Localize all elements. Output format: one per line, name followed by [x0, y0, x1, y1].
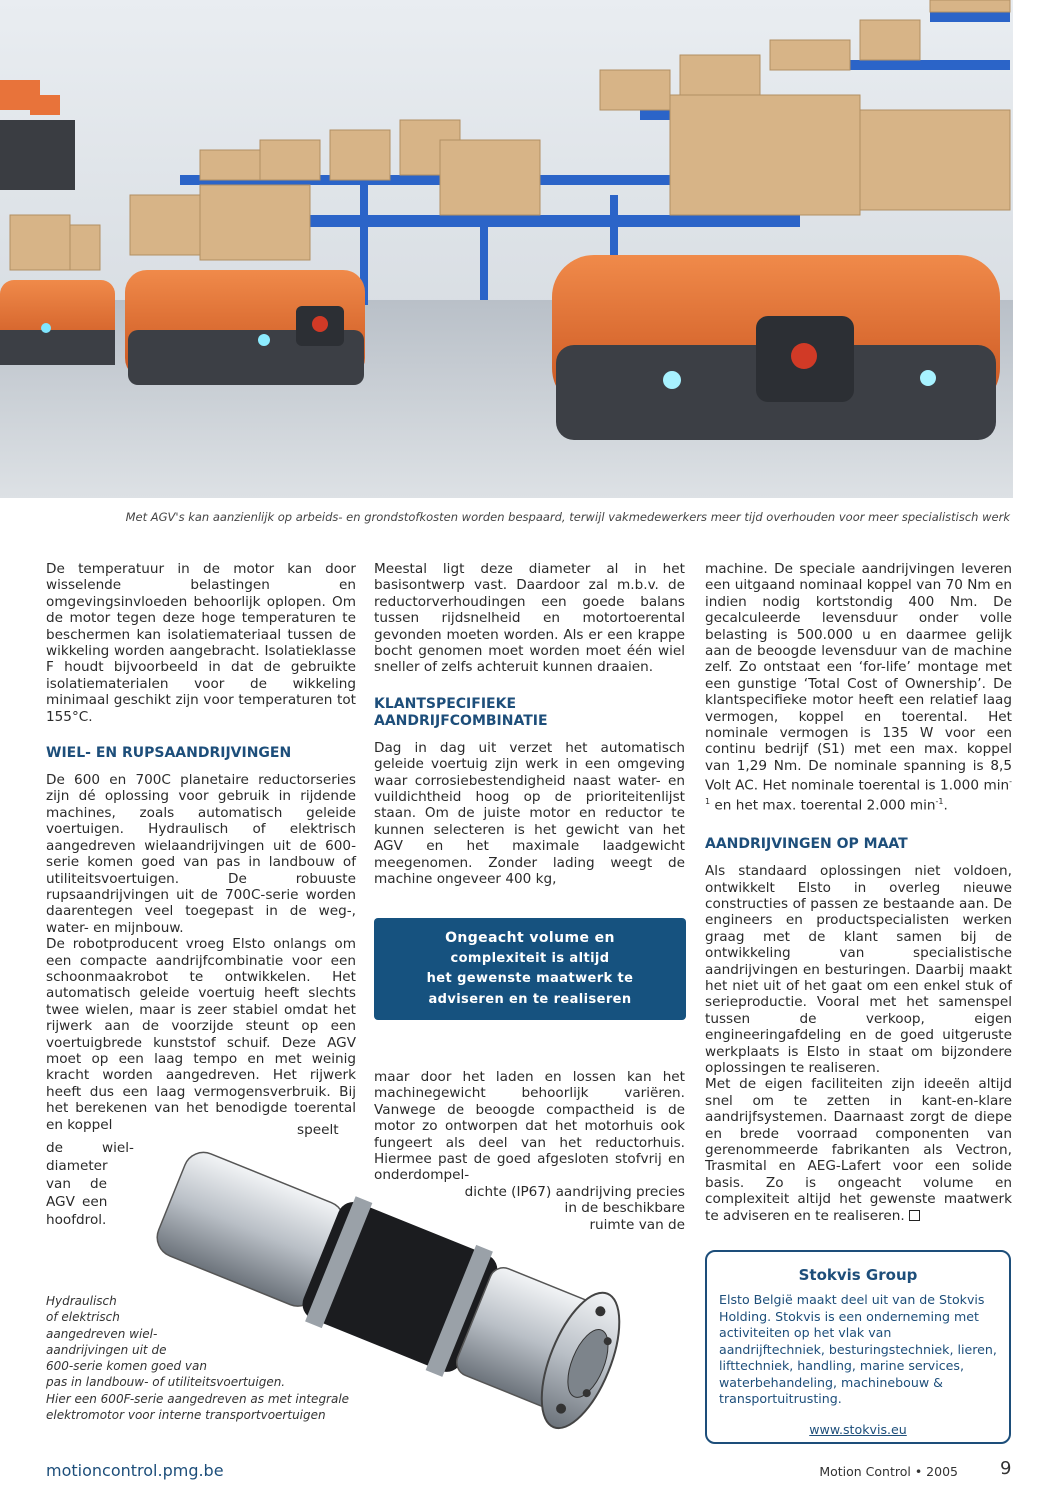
wrap-word: wiel-: [102, 1140, 134, 1156]
paragraph-tail: in de beschikbare: [564, 1200, 685, 1217]
column-3: [705, 561, 1012, 1224]
paragraph: De robotproducent vroeg Elsto onlangs om een compacte aandrijfcombinatie voor een schoonmaakrobot te ontwikkelen. Het automatisch geleide voertuig heeft slechts twee wielen, maar is zeer stabiel omdat het rijwerk aan de voorzijde steunt op een voertuigbrede kunststof schuif. Deze AGV moet op een laag tempo en met weinig kracht worden aangedreven. Het rijwerk heeft dus een laag vermogensverbruik. Bij het berekenen van het benodigde toerental en koppel: [46, 936, 356, 1133]
engine-caption: [46, 1293, 376, 1423]
paragraph: maar door het laden en lossen kan het machinegewicht behoorlijk variëren. Vanwege de beoogde compactheid is de motor zo ontworpen dat het motorhuis ook fungeert als deel van het reductorhuis. Hiermee past de goed afgesloten stofvrij en onderdompel-: [374, 1069, 685, 1184]
page-number: 9: [1000, 1458, 1012, 1479]
section-heading: AANDRIJVINGEN OP MAAT: [705, 836, 908, 853]
paragraph: Als standaard oplossingen niet voldoen, ontwikkelt Elsto in overleg nieuwe constructies of passen ze bestaande aan. De engineers en productspecialisten werken graag met de klant samen bij de ontwikkeling van specialistische aandrijvingen en besturingen. Daarbij maakt het niet uit of het gaat om een enkel stuk of serieproductie. Vooral met het samenspel tussen de verkoop, eigen engineeringafdeling en de goed uitgeruste werkplaats is Elsto in staat om bijzondere oplossingen te realiseren.: [705, 863, 1012, 1077]
superscript: -1: [935, 797, 944, 807]
footer-website-link[interactable]: motioncontrol.pmg.be: [46, 1461, 224, 1480]
stokvis-link[interactable]: www.stokvis.eu: [809, 1421, 907, 1437]
wrap-word: van: [46, 1176, 71, 1192]
end-mark-icon: [909, 1210, 920, 1221]
paragraph-tail: ruimte van de: [589, 1216, 685, 1233]
paragraph: machine. De speciale aandrijvingen leveren een uitgaand nominaal koppel van 70 Nm en indien nodig kortstondig 400 Nm. De gecalculeerde levensduur onder volle belasting is 500.000 u en daarmee gelijk aan de beoogde levensduur van de machine zelf. Zo ontstaat een ‘for-life’ montage met een gunstige ‘Total Cost of Ownership’. De klantspecifieke motor heeft een relatief laag vermogen, koppel en toerental. Het nominale vermogen is 135 W voor een continu bedrijf (S1) met een max. koppel van 1,29 Nm. De nominale spanning is 8,5 Volt AC. Het nominale toerental is 1.000 $\min^{-1}$ en het max. toerental 2.000 $\min^{-1}$.: [705, 561, 1012, 814]
caption-line: of elektrisch: [46, 1310, 120, 1325]
paragraph: [705, 1076, 1012, 1224]
wrap-word: de: [46, 1140, 63, 1156]
wrap-word: AGV: [46, 1194, 75, 1210]
wrap-word: speelt: [297, 1122, 339, 1138]
caption-line: Hier een 600F-serie aangedreven as met integrale: [46, 1391, 350, 1406]
wrap-word: diameter: [46, 1158, 108, 1174]
paragraph: De temperatuur in de motor kan door wisselende belastingen en omgevingsinvloeden behoorlijk oplopen. Om de motor tegen deze hoge temperaturen te beschermen kan isolatiemateriaal tussen de wikkeling worden aangebracht. Isolatieklasse F houdt bijvoorbeeld in dat de gebruikte isolatiematerialen voor de wikkeling minimaal geschikt zijn voor temperaturen tot 155°C.: [46, 561, 356, 725]
wrap-word: hoofdrol.: [46, 1212, 107, 1228]
paragraph-tail: dichte (IP67) aandrijving precies: [464, 1183, 685, 1200]
text-run: machine. De speciale aandrijvingen leveren een uitgaand nominaal koppel van 70 Nm en indien nodig kortstondig 400 Nm. De gecalculeerde levensduur onder volle belasting is 500.000 u en daarmee gelijk aan de beoogde levensduur van de machine zelf. Zo ontstaat een ‘for-life’ montage met een gunstige ‘Total Cost of Ownership’. De klantspecifieke motor heeft een relatief laag vermogen, koppel en toerental. Het nominale vermogen is 135 W voor een continu bedrijf (S1) met een max. koppel van 1,29 Nm. De nominale spanning is 8,5 Volt AC. Het nominale toerental is 1.000 min: [705, 561, 1012, 794]
pull-quote: [374, 918, 686, 1020]
pull-quote-line: complexiteit is altijd: [450, 950, 610, 966]
caption-line: 600-serie komen goed van: [46, 1359, 207, 1374]
infobox-title: Stokvis Group: [798, 1266, 918, 1284]
caption-line: pas in landbouw- of utiliteitsvoertuigen.: [46, 1375, 286, 1390]
text-run: en het max. toerental 2.000 min: [710, 797, 936, 814]
caption-line: Hydraulisch: [46, 1294, 117, 1308]
photo-caption: Met AGV's kan aanzienlijk op arbeids- en grondstofkosten worden bespaard, terwijl vakmedewerkers meer tijd overhouden voor meer specialistisch werk: [125, 510, 1010, 524]
text-run: Met de eigen faciliteiten zijn ideeën altijd snel om te zetten in kant-en-klare aandrijfsystemen. Daarnaast zorgt de diepe en brede voorraad componenten van gerenommeerde fabrikanten als Vectron, Trasmital en AEG-Lafert voor een solide basis. Zo is ongeacht volume en complexiteit altijd het gewenste maatwerk te adviseren en te realiseren.: [705, 1076, 1012, 1224]
infobox-body: Elsto België maakt deel uit van de Stokvis Holding. Stokvis is een onderneming met activiteiten op het vlak van aandrijftechniek, besturingstechniek, lieren, lifttechniek, handling, marine services, waterbehandeling, machinebouw & transportuitrusting.: [719, 1292, 997, 1406]
column-1: [46, 561, 356, 1133]
stokvis-infobox: [705, 1250, 1011, 1444]
superscript: -1: [705, 777, 1012, 807]
pull-quote-line: adviseren en te realiseren: [428, 991, 632, 1007]
paragraph: De 600 en 700C planetaire reductorseries zijn dé oplossing voor gebruik in rijdende machines, zoals automatisch geleide voertuigen. Hydraulisch of elektrisch aangedreven wielaandrijvingen uit de 600-serie komen goed van pas in landbouw of utiliteitsvoertuigen. De robuuste rupsaandrijvingen uit de 700C-serie worden daarentegen veel toegepast in de weg-, water- en mijnbouw.: [46, 772, 356, 936]
warehouse-agv-photo: [0, 0, 1013, 498]
paragraph: Meestal ligt deze diameter al in het basisontwerp vast. Daardoor zal m.b.v. de reductorverhoudingen een goede balans tussen rijdsnelheid en motortoerental gevonden moeten worden. Als er een krappe bocht genomen moet worden moet één wiel sneller of zelfs achteruit kunnen draaien.: [374, 561, 685, 676]
caption-line: elektromotor voor interne transportvoertuigen: [46, 1408, 326, 1423]
pull-quote-line: het gewenste maatwerk te: [426, 971, 634, 986]
caption-line: aandrijvingen uit de: [46, 1342, 167, 1357]
section-heading: KLANTSPECIFIEKE AANDRIJFCOMBINATIE: [374, 695, 548, 729]
wrap-word: een: [82, 1194, 108, 1210]
section-heading: WIEL- EN RUPSAANDRIJVINGEN: [46, 745, 292, 762]
wrap-word: de: [90, 1176, 107, 1192]
caption-line: aangedreven wiel-: [46, 1326, 158, 1341]
footer-publication: Motion Control • 2005: [819, 1464, 958, 1479]
pull-quote-line: Ongeacht volume en: [445, 930, 615, 946]
paragraph: Dag in dag uit verzet het automatisch geleide voertuig zijn werk in een omgeving waar corrosiebestendigheid naast water- en vuildichtheid hoog op de prioriteitenlijst staan. Om de juiste motor en reductor te kunnen selecteren is het gewicht van het AGV en het maximale laadgewicht meegenomen. Zonder lading weegt de machine ongeveer 400 kg,: [374, 739, 685, 888]
column-2: [374, 561, 685, 888]
